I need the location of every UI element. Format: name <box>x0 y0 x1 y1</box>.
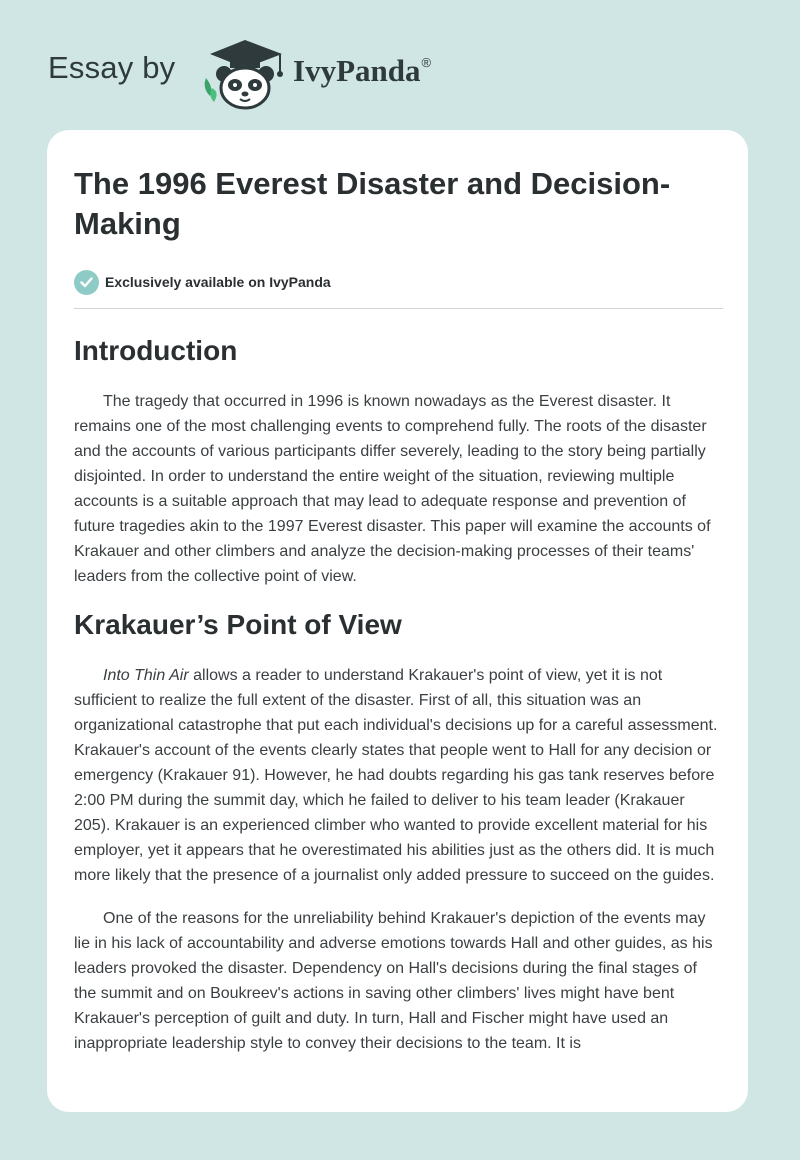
book-title: Into Thin Air <box>103 667 189 684</box>
essay-content <box>74 164 723 1056</box>
essay-card <box>47 130 748 1112</box>
exclusive-badge <box>74 269 723 295</box>
check-circle-icon <box>74 270 99 295</box>
paragraph-krakauer-1 <box>74 663 723 888</box>
brand-text: IvyPanda <box>293 53 421 88</box>
paragraph-krakauer-1-text: allows a reader to understand Krakauer's point of view, yet it is not sufficient to realize the full extent of the disaster. First of all, this situation was an organizational catastrophe that put each individual's decisions up for a careful assessment. Krakauer's account of the events clearly states that people went to Hall for any decision or emergency (Krakauer 91). However, he had doubts regarding his gas tank reserves before 2:00 PM during the summit day, which he failed to deliver to his team leader (Krakauer 205). Krakauer is an experienced climber who wanted to provide excellent material for his employer, yet it appears that he overestimated his abilities just as the others did. It is much more likely that the presence of a journalist only added pressure to succeed on the guides. <box>74 667 718 884</box>
paragraph-krakauer-2: One of the reasons for the unreliability behind Krakauer's depiction of the events may lie in his lack of accountability and adverse emotions towards Hall and other guides, as his leaders provoked the disaster. Dependency on Hall's decisions during the final stages of the summit and on Boukreev's actions in saving other climbers' lives might have bent Krakauer's perception of guilt and duty. In turn, Hall and Fischer might have used an inappropriate leadership style to convey their decisions to the team. It is <box>74 910 713 1052</box>
registered-mark: ® <box>421 55 432 70</box>
section-heading-krakauer: Krakauer’s Point of View <box>74 609 402 640</box>
site-header <box>0 0 800 130</box>
page-title: The 1996 Everest Disaster and Decision-Making <box>74 166 671 241</box>
exclusive-badge-text: Exclusively available on IvyPanda <box>105 274 331 290</box>
paragraph-introduction: The tragedy that occurred in 1996 is known nowadays as the Everest disaster. It remains one of the most challenging events to comprehend fully. The roots of the disaster and the accounts of various participants differ severely, leading to the story being partially disjointed. In order to understand the entire weight of the situation, reviewing multiple accounts is a suitable approach that may lead to adequate response and prevention of future tragedies akin to the 1997 Everest disaster. This paper will examine the accounts of Krakauer and other climbers and analyze the decision-making processes of their teams' leaders from the collective point of view. <box>74 393 711 585</box>
panda-graduate-logo-icon[interactable] <box>200 36 290 110</box>
section-heading-introduction: Introduction <box>74 335 238 366</box>
brand-name[interactable] <box>293 53 431 89</box>
essay-by-label: Essay by <box>48 50 176 85</box>
divider <box>74 308 723 309</box>
